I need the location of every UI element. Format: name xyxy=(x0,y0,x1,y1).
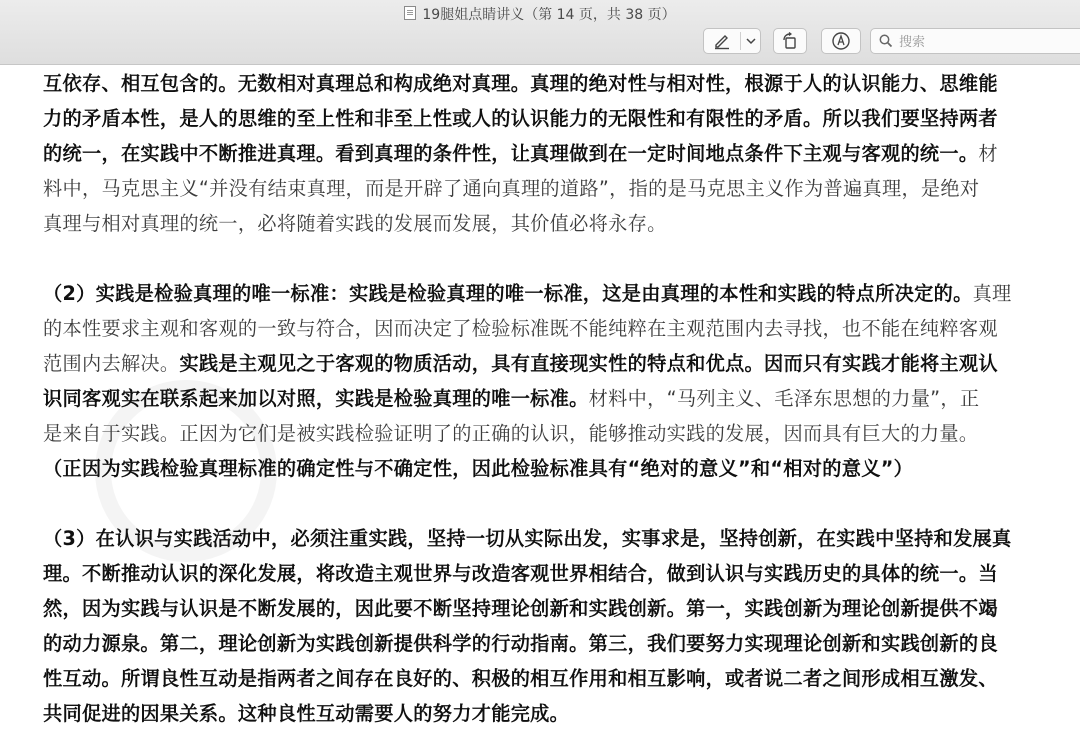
text-line xyxy=(43,311,1065,346)
rotate-icon xyxy=(781,32,799,50)
chevron-down-icon xyxy=(746,37,756,45)
text-line xyxy=(43,416,1065,451)
paragraph xyxy=(43,276,1065,486)
text-line xyxy=(43,451,1065,486)
paragraph-spacer xyxy=(43,486,1065,521)
annotate-button-inner xyxy=(822,29,860,53)
rotate-button[interactable] xyxy=(773,28,807,54)
text-run: 料中，马克思主义“并没有结束真理，而是开辟了通向真理的道路”，指的是马克思主义作为普遍真理，是绝对 xyxy=(43,177,980,200)
text-run: 真理 xyxy=(972,282,1012,305)
text-run: 真理与相对真理的统一，必将随着实践的发展而发展，其价值必将永存。 xyxy=(43,212,667,235)
text-run: 范围内去解决。 xyxy=(43,352,180,375)
text-run: 材 xyxy=(978,142,998,165)
bold-text-run: 的动力源泉。第二，理论创新为实践创新提供科学的行动指南。第三，我们要努力实现理论创新和实践创新的良 xyxy=(43,632,998,655)
bold-text-run: （3）在认识与实践活动中，必须注重实践，坚持一切从实际出发，实事求是，坚持创新，在实践中坚持和发展真 xyxy=(43,527,1012,550)
bold-text-run: 力的矛盾本性，是人的思维的至上性和非至上性或人的认识能力的无限性和有限性的矛盾。所以我们要坚持两者 xyxy=(43,107,998,130)
text-line xyxy=(43,171,1065,206)
text-line xyxy=(43,276,1065,311)
text-line xyxy=(43,206,1065,241)
bold-text-run: 然，因为实践与认识是不断发展的，因此要不断坚持理论创新和实践创新。第一，实践创新为理论创新提供不竭 xyxy=(43,597,998,620)
annotate-button[interactable] xyxy=(821,28,861,54)
paragraph-spacer xyxy=(43,241,1065,276)
pen-tool-button[interactable] xyxy=(706,29,738,53)
pen-icon xyxy=(713,32,731,50)
text-line xyxy=(43,101,1065,136)
text-run: 是来自于实践。正因为它们是被实践检验证明了的正确的认识，能够推动实践的发展，因而具有巨大的力量。 xyxy=(43,422,979,445)
text-line xyxy=(43,521,1065,556)
search-field[interactable] xyxy=(870,28,1080,54)
markup-dropdown-button[interactable] xyxy=(742,29,760,53)
text-line xyxy=(43,626,1065,661)
window-title xyxy=(0,4,1080,24)
bold-text-run: 实践是主观见之于客观的物质活动，具有直接现实性的特点和优点。因而只有实践才能将主观认 xyxy=(179,352,998,375)
text-line xyxy=(43,66,1065,101)
window-titlebar xyxy=(0,0,1080,65)
text-line xyxy=(43,591,1065,626)
text-line xyxy=(43,381,1065,416)
bold-text-run: （2）实践是检验真理的唯一标准：实践是检验真理的唯一标准，这是由真理的本性和实践的特点所决定的。 xyxy=(43,282,973,305)
text-run: 材料中，“马列主义、毛泽东思想的力量”，正 xyxy=(588,387,980,410)
bold-text-run: （正因为实践检验真理标准的确定性与不确定性，因此检验标准具有“绝对的意义”和“相对的意义”） xyxy=(43,457,914,480)
pdf-document-icon xyxy=(404,6,416,20)
bold-text-run: 的统一，在实践中不断推进真理。看到真理的条件性，让真理做到在一定时间地点条件下主观与客观的统一。 xyxy=(43,142,979,165)
text-line xyxy=(43,136,1065,171)
text-line xyxy=(43,346,1065,381)
bold-text-run: 识同客观实在联系起来加以对照，实践是检验真理的唯一标准。 xyxy=(43,387,589,410)
rotate-button-inner xyxy=(774,29,806,53)
text-run: 的本性要求主观和客观的一致与符合，因而决定了检验标准既不能纯粹在主观范围内去寻找，也不能在纯粹客观 xyxy=(43,317,998,340)
bold-text-run: 理。不断推动认识的深化发展，将改造主观世界与改造客观世界相结合，做到认识与实践历史的具体的统一。当 xyxy=(43,562,998,585)
markup-tool-group xyxy=(703,28,761,54)
search-input[interactable] xyxy=(897,31,1080,53)
bold-text-run: 性互动。所谓良性互动是指两者之间存在良好的、积极的相互作用和相互影响，或者说二者之间形成相互激发、 xyxy=(43,667,998,690)
text-line xyxy=(43,556,1065,591)
markup-circle-icon xyxy=(831,31,851,51)
text-line xyxy=(43,661,1065,696)
paragraph xyxy=(43,66,1065,241)
paragraph xyxy=(43,521,1065,731)
bold-text-run: 共同促进的因果关系。这种良性互动需要人的努力才能完成。 xyxy=(43,702,570,725)
search-icon xyxy=(879,34,893,48)
text-line xyxy=(43,696,1065,731)
bold-text-run: 互依存、相互包含的。无数相对真理总和构成绝对真理。真理的绝对性与相对性，根源于人的认识能力、思维能 xyxy=(43,72,998,95)
pdf-page-content xyxy=(43,66,1065,731)
window-title-text: 19腿姐点睛讲义（第 14 页，共 38 页） xyxy=(422,7,676,23)
